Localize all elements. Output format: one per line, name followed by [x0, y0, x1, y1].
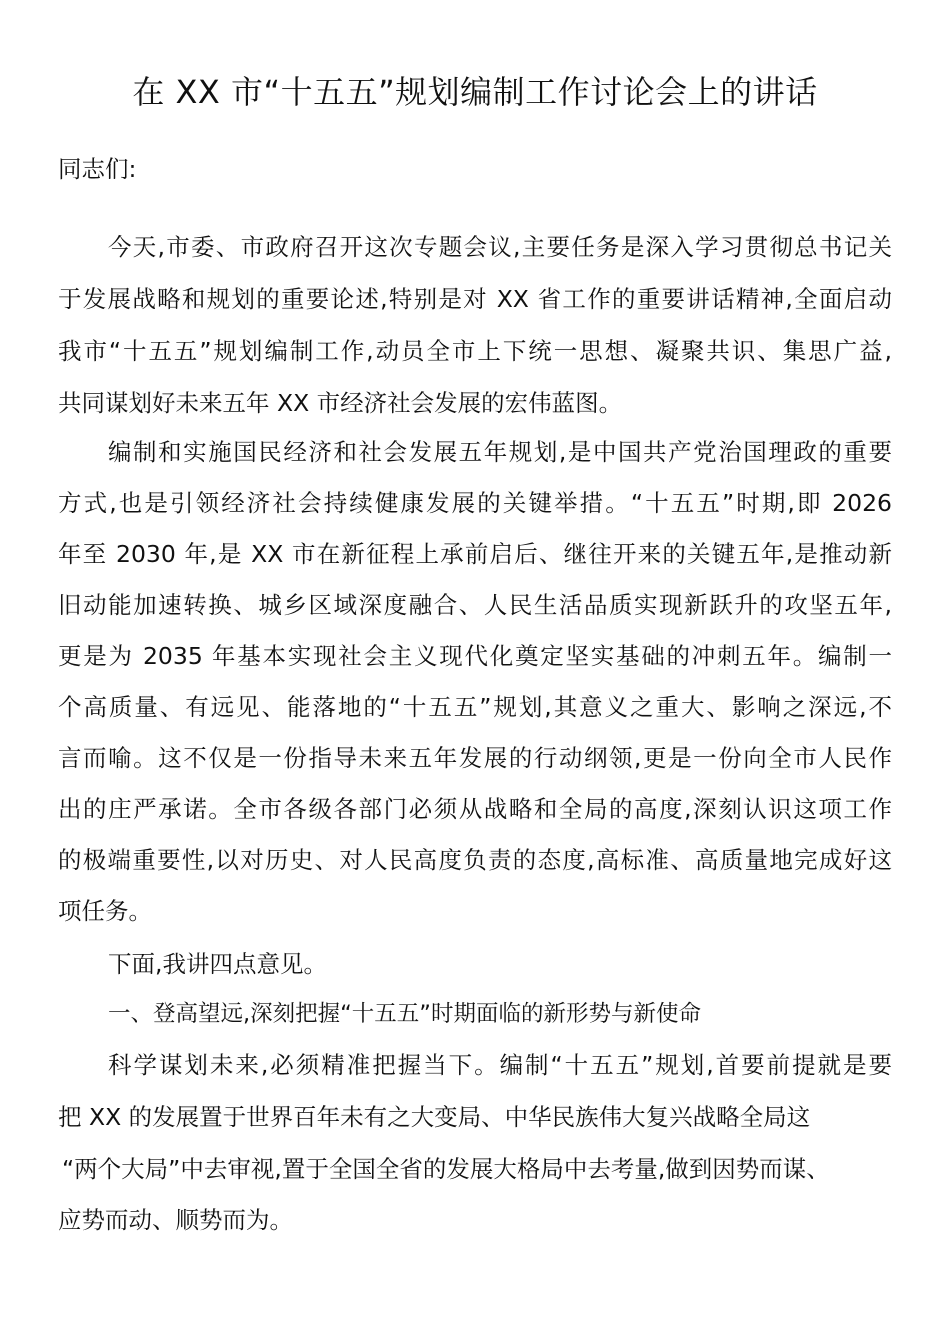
paragraph-2-line-3: 年至 2030 年,是 XX 市在新征程上承前启后、继往开来的关键五年,是推动新	[58, 540, 892, 568]
paragraph-2-line-5: 更是为 2035 年基本实现社会主义现代化奠定坚实基础的冲刺五年。编制一	[58, 642, 892, 670]
paragraph-2-line-9: 的极端重要性,以对历史、对人民高度负责的态度,高标准、高质量地完成好这	[58, 846, 892, 874]
paragraph-2-line-6: 个高质量、有远见、能落地的“十五五”规划,其意义之重大、影响之深远,不	[58, 693, 892, 721]
document-title: 在 XX 市“十五五”规划编制工作讨论会上的讲话	[132, 73, 818, 111]
paragraph-2-line-2: 方式,也是引领经济社会持续健康发展的关键举措。“十五五”时期,即 2026	[58, 489, 892, 517]
salutation: 同志们:	[58, 155, 137, 183]
section-heading-1: 一、登高望远,深刻把握“十五五”时期面临的新形势与新使命	[108, 1001, 701, 1027]
paragraph-3-line-1: 下面,我讲四点意见。	[108, 950, 327, 978]
paragraph-2-line-10: 项任务。	[58, 897, 152, 925]
paragraph-5-line-3: “两个大局”中去审视,置于全国全省的发展大格局中去考量,做到因势而谋、	[62, 1155, 830, 1183]
paragraph-5-line-2: 把 XX 的发展置于世界百年未有之大变局、中华民族伟大复兴战略全局这	[58, 1103, 811, 1131]
paragraph-2-line-7: 言而喻。这不仅是一份指导未来五年发展的行动纲领,更是一份向全市人民作	[58, 744, 892, 772]
paragraph-2-line-4: 旧动能加速转换、城乡区域深度融合、人民生活品质实现新跃升的攻坚五年,	[58, 591, 892, 619]
paragraph-1-line-2: 于发展战略和规划的重要论述,特别是对 XX 省工作的重要讲话精神,全面启动	[58, 285, 892, 313]
paragraph-5-line-4: 应势而动、顺势而为。	[58, 1206, 293, 1234]
paragraph-5-line-1: 科学谋划未来,必须精准把握当下。编制“十五五”规划,首要前提就是要	[108, 1051, 892, 1079]
paragraph-1-line-1: 今天,市委、市政府召开这次专题会议,主要任务是深入学习贯彻总书记关	[108, 233, 892, 261]
paragraph-2-line-8: 出的庄严承诺。全市各级各部门必须从战略和全局的高度,深刻认识这项工作	[58, 795, 892, 823]
paragraph-1-line-4: 共同谋划好未来五年 XX 市经济社会发展的宏伟蓝图。	[58, 389, 623, 417]
paragraph-1-line-3: 我市“十五五”规划编制工作,动员全市上下统一思想、凝聚共识、集思广益,	[58, 337, 892, 365]
paragraph-2-line-1: 编制和实施国民经济和社会发展五年规划,是中国共产党治国理政的重要	[108, 438, 892, 466]
